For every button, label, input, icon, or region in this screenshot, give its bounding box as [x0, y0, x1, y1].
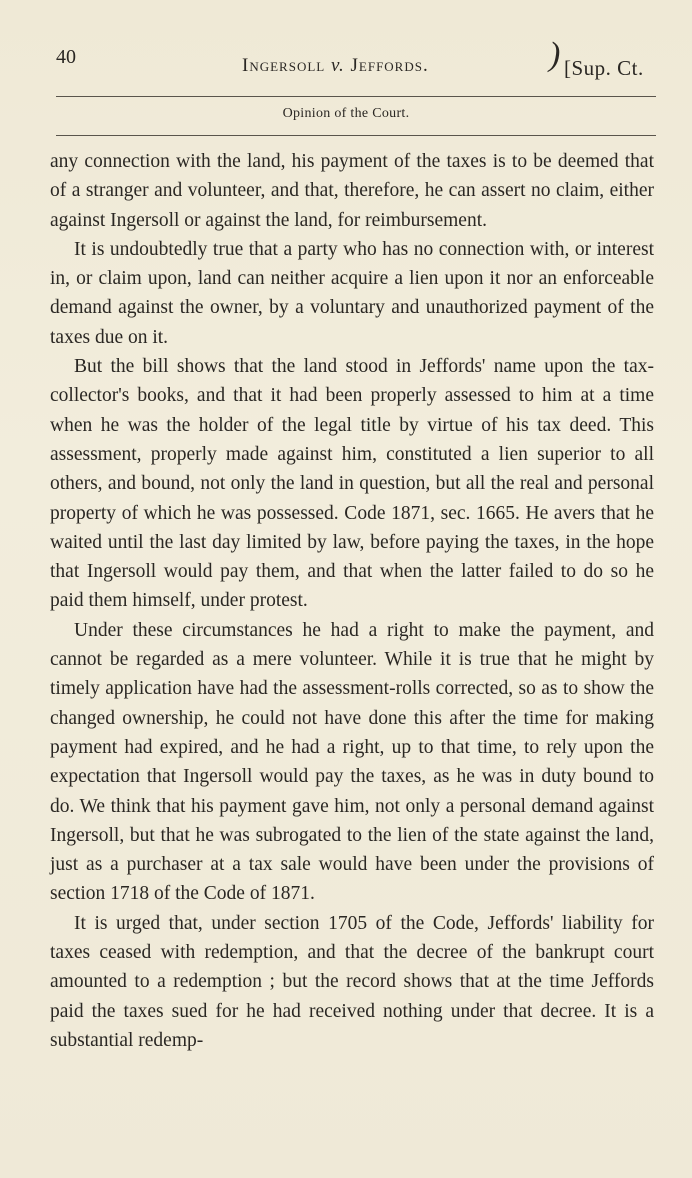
- court-mark: ): [549, 36, 561, 73]
- running-head: [242, 55, 429, 77]
- header-rule-bottom: [56, 135, 656, 136]
- case-versus: v.: [330, 55, 345, 76]
- paragraph-3: But the bill shows that the land stood in Jeffords' name upon the tax-collector's books, and that it had been properly assessed to him at a time when he was the holder of the legal title by virtue of his tax deed. This assessment, properly made against him, constituted a lien superior to all others, and bound, not only the land in question, but all the real and personal property of which he was possessed. Code 1871, sec. 1665. He avers that he waited until the last day limited by law, before paying the taxes, in the hope that Ingersoll would pay them, and that when the latter failed to do so he paid them himself, under protest.: [50, 356, 654, 612]
- paragraph-2: It is undoubtedly true that a party who has no connection with, or interest in, or claim upon, land can neither acquire a lien upon it nor an enforceable demand against the owner, by a voluntary and unauthorized payment of the taxes due on it.: [50, 238, 654, 348]
- case-party-defendant: Jeffords.: [350, 55, 429, 76]
- opinion-text: [50, 147, 654, 1055]
- section-subhead: Opinion of the Court.: [282, 106, 410, 121]
- case-party-plaintiff: Ingersoll: [242, 55, 326, 76]
- paragraph-5: It is urged that, under section 1705 of the Code, Jeffords' liability for taxes ceased with redemption, and that the decree of the bankrupt court amounted to a redemption ; but the record shows that at the time Jeffords paid the taxes sued for he had received nothing under that decree. It is a substantial redemp-: [50, 912, 654, 1051]
- paragraph-1: any connection with the land, his payment of the taxes is to be deemed that of a stranger and volunteer, and that, therefore, he can assert no claim, either against Ingersoll or against the land, for reimbursement.: [50, 151, 654, 231]
- court-label: [Sup. Ct.: [564, 56, 644, 80]
- paragraph-4: Under these circumstances he had a right to make the payment, and cannot be regarded as a mere volunteer. While it is true that he might by timely application have had the assessment-rolls corrected, so as to show the changed ownership, he could not have done this after the time for making payment had expired, and he had a right, up to that time, to rely upon the expectation that Ingersoll would pay the taxes, as he was in duty bound to do. We think that his payment gave him, not only a personal demand against Ingersoll, but that he was subrogated to the lien of the state against the land, just as a purchaser at a tax sale would have been under the provisions of section 1718 of the Code of 1871.: [50, 619, 654, 905]
- page-number: 40: [56, 46, 76, 68]
- header-rule-top: [56, 96, 656, 97]
